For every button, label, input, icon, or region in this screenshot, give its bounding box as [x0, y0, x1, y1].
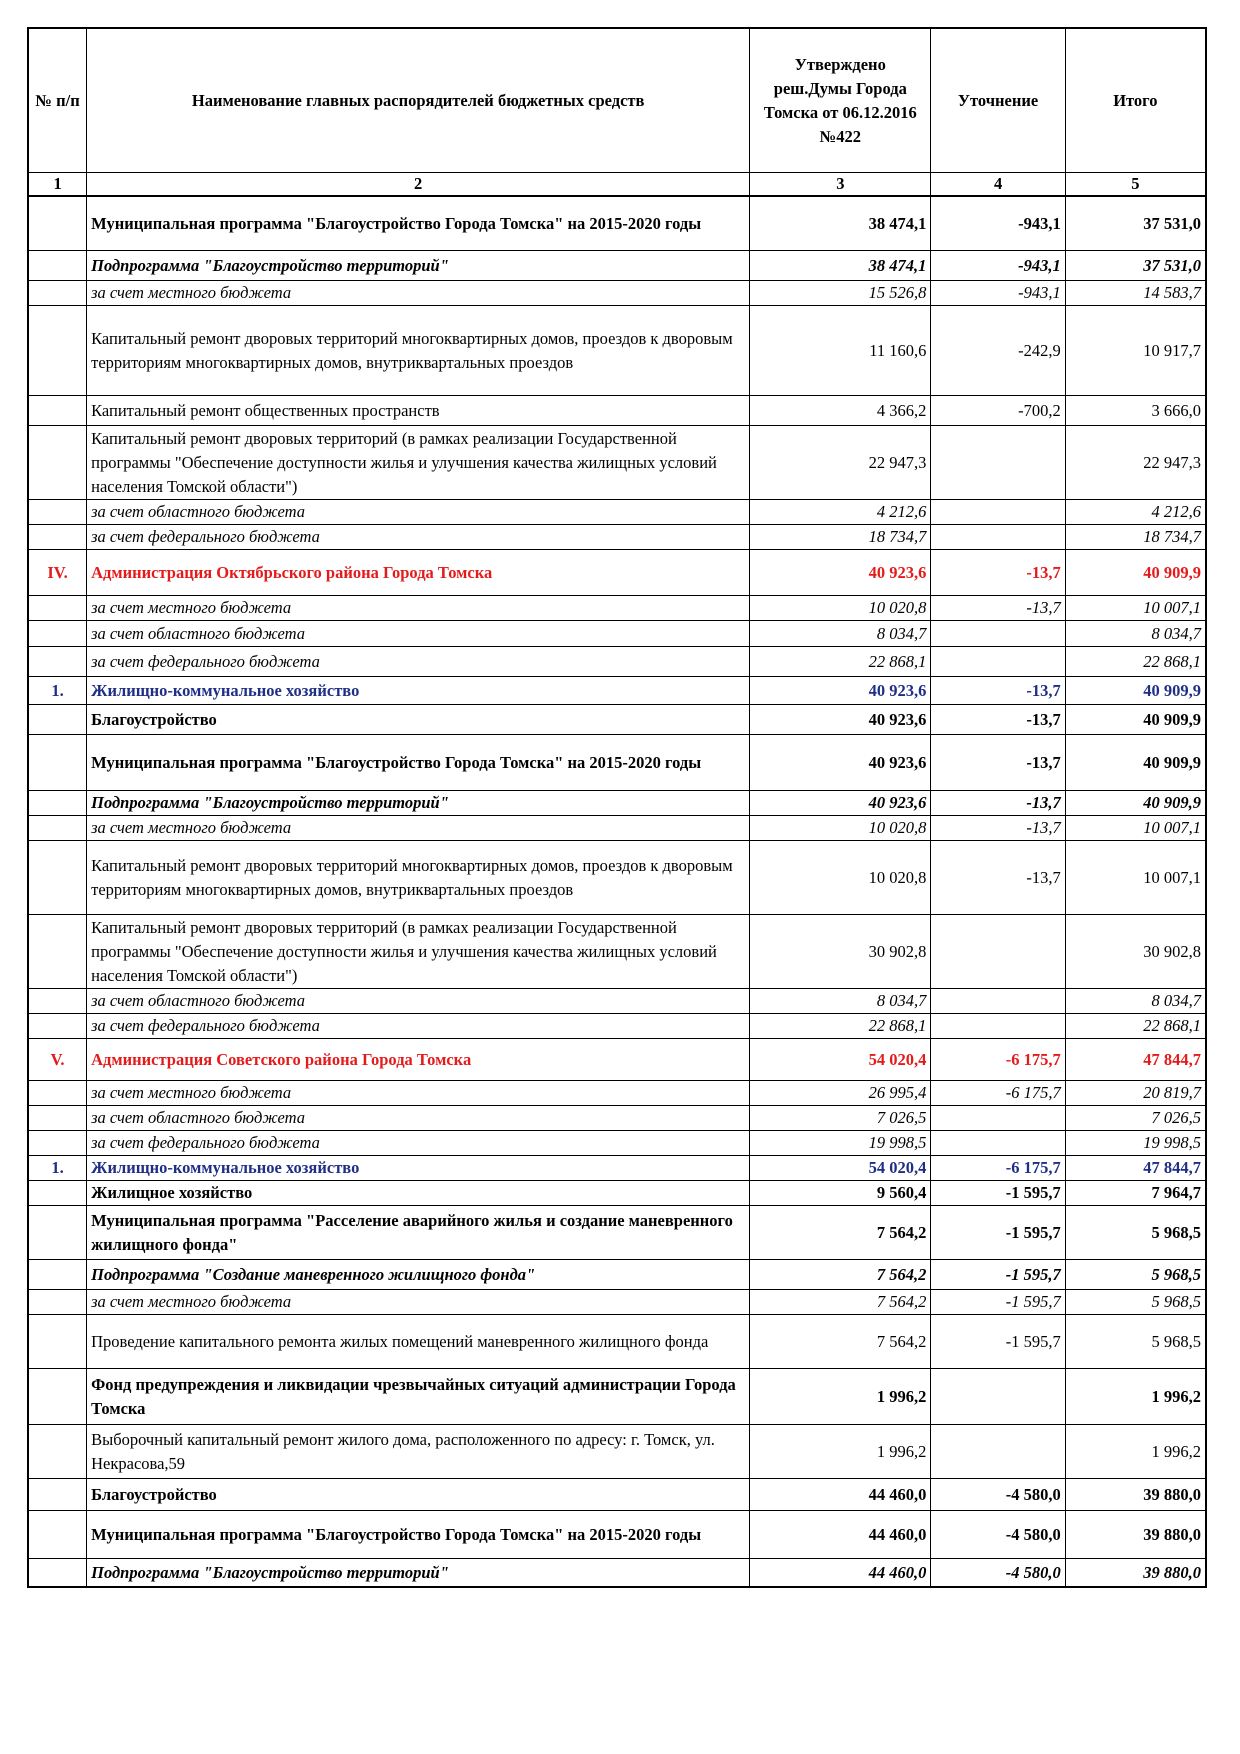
row-change: -13,7	[931, 791, 1065, 816]
row-total: 4 212,6	[1065, 500, 1206, 525]
row-change: -6 175,7	[931, 1039, 1065, 1081]
row-approved: 40 923,6	[750, 550, 931, 596]
row-approved: 40 923,6	[750, 705, 931, 735]
table-row	[28, 621, 1206, 647]
row-change	[931, 647, 1065, 677]
table-row	[28, 251, 1206, 281]
row-number: V.	[28, 1039, 87, 1081]
row-name: за счет местного бюджета	[87, 281, 750, 306]
row-change: -943,1	[931, 196, 1065, 251]
row-approved: 7 564,2	[750, 1315, 931, 1369]
header-total: Итого	[1065, 28, 1206, 173]
column-number-row	[28, 173, 1206, 197]
table-row	[28, 841, 1206, 915]
row-approved: 4 366,2	[750, 396, 931, 426]
row-change	[931, 525, 1065, 550]
table-row	[28, 1156, 1206, 1181]
row-name: Муниципальная программа "Благоустройство Города Томска" на 2015-2020 годы	[87, 196, 750, 251]
row-name: Капитальный ремонт общественных пространств	[87, 396, 750, 426]
row-total: 14 583,7	[1065, 281, 1206, 306]
row-total: 19 998,5	[1065, 1131, 1206, 1156]
row-approved: 44 460,0	[750, 1559, 931, 1588]
row-number	[28, 1290, 87, 1315]
row-name: за счет местного бюджета	[87, 1081, 750, 1106]
row-change: -13,7	[931, 677, 1065, 705]
row-name: за счет федерального бюджета	[87, 1014, 750, 1039]
row-name: Капитальный ремонт дворовых территорий многоквартирных домов, проездов к дворовым территориям многоквартирных домов, внутриквартальных проездов	[87, 306, 750, 396]
row-number	[28, 1131, 87, 1156]
row-change: -1 595,7	[931, 1315, 1065, 1369]
row-number	[28, 791, 87, 816]
row-total: 10 917,7	[1065, 306, 1206, 396]
row-total: 5 968,5	[1065, 1315, 1206, 1369]
row-approved: 26 995,4	[750, 1081, 931, 1106]
column-number: 4	[931, 173, 1065, 197]
row-change: -6 175,7	[931, 1156, 1065, 1181]
row-total: 18 734,7	[1065, 525, 1206, 550]
row-change	[931, 915, 1065, 989]
row-number	[28, 1369, 87, 1425]
row-approved: 22 868,1	[750, 1014, 931, 1039]
row-number	[28, 281, 87, 306]
row-number	[28, 426, 87, 500]
table-row	[28, 735, 1206, 791]
row-total: 20 819,7	[1065, 1081, 1206, 1106]
row-number	[28, 1014, 87, 1039]
row-name: Капитальный ремонт дворовых территорий (в рамках реализации Государственной программы "Обеспечение доступности жилья и улучшения качества жилищных условий населения Томской области")	[87, 915, 750, 989]
row-number	[28, 596, 87, 621]
row-approved: 22 868,1	[750, 647, 931, 677]
table-row	[28, 306, 1206, 396]
row-number	[28, 1081, 87, 1106]
row-number	[28, 196, 87, 251]
table-row	[28, 596, 1206, 621]
row-approved: 38 474,1	[750, 251, 931, 281]
row-approved: 44 460,0	[750, 1479, 931, 1511]
row-number	[28, 1559, 87, 1588]
row-change: -6 175,7	[931, 1081, 1065, 1106]
row-name: Выборочный капитальный ремонт жилого дома, расположенного по адресу: г. Томск, ул. Некрасова,59	[87, 1425, 750, 1479]
row-total: 39 880,0	[1065, 1559, 1206, 1588]
row-change: -13,7	[931, 705, 1065, 735]
row-total: 40 909,9	[1065, 791, 1206, 816]
table-row	[28, 281, 1206, 306]
table-row	[28, 816, 1206, 841]
row-total: 40 909,9	[1065, 735, 1206, 791]
table-body	[28, 196, 1206, 1587]
row-name: за счет местного бюджета	[87, 596, 750, 621]
column-number: 1	[28, 173, 87, 197]
row-total: 5 968,5	[1065, 1206, 1206, 1260]
row-approved: 40 923,6	[750, 735, 931, 791]
row-change: -4 580,0	[931, 1559, 1065, 1588]
row-total: 10 007,1	[1065, 596, 1206, 621]
row-number	[28, 306, 87, 396]
table-row	[28, 1559, 1206, 1588]
table-row	[28, 500, 1206, 525]
row-name: Подпрограмма "Благоустройство территорий"	[87, 1559, 750, 1588]
row-name: Муниципальная программа "Расселение аварийного жилья и создание маневренного жилищного фонда"	[87, 1206, 750, 1260]
row-total: 39 880,0	[1065, 1511, 1206, 1559]
table-row	[28, 196, 1206, 251]
row-approved: 22 947,3	[750, 426, 931, 500]
row-total: 40 909,9	[1065, 677, 1206, 705]
row-name: Жилищно-коммунальное хозяйство	[87, 677, 750, 705]
row-total: 37 531,0	[1065, 251, 1206, 281]
row-number	[28, 621, 87, 647]
row-number	[28, 500, 87, 525]
row-number	[28, 1206, 87, 1260]
row-total: 10 007,1	[1065, 816, 1206, 841]
table-row	[28, 791, 1206, 816]
row-change: -13,7	[931, 841, 1065, 915]
row-name: Благоустройство	[87, 705, 750, 735]
table-row	[28, 1315, 1206, 1369]
table-row	[28, 550, 1206, 596]
row-approved: 8 034,7	[750, 621, 931, 647]
row-name: Муниципальная программа "Благоустройство Города Томска" на 2015-2020 годы	[87, 1511, 750, 1559]
row-total: 7 026,5	[1065, 1106, 1206, 1131]
row-approved: 1 996,2	[750, 1425, 931, 1479]
row-total: 37 531,0	[1065, 196, 1206, 251]
row-name: за счет федерального бюджета	[87, 647, 750, 677]
row-approved: 30 902,8	[750, 915, 931, 989]
row-total: 40 909,9	[1065, 705, 1206, 735]
row-name: за счет федерального бюджета	[87, 1131, 750, 1156]
row-number	[28, 1260, 87, 1290]
row-total: 47 844,7	[1065, 1039, 1206, 1081]
row-number	[28, 841, 87, 915]
row-name: Капитальный ремонт дворовых территорий многоквартирных домов, проездов к дворовым территориям многоквартирных домов, внутриквартальных проездов	[87, 841, 750, 915]
header-number: № п/п	[28, 28, 87, 173]
row-name: Жилищное хозяйство	[87, 1181, 750, 1206]
table-row	[28, 1260, 1206, 1290]
table-row	[28, 915, 1206, 989]
row-name: Жилищно-коммунальное хозяйство	[87, 1156, 750, 1181]
row-approved: 7 026,5	[750, 1106, 931, 1131]
header-change: Уточнение	[931, 28, 1065, 173]
row-change	[931, 500, 1065, 525]
row-change	[931, 989, 1065, 1014]
row-approved: 1 996,2	[750, 1369, 931, 1425]
row-total: 10 007,1	[1065, 841, 1206, 915]
row-change: -242,9	[931, 306, 1065, 396]
row-total: 22 947,3	[1065, 426, 1206, 500]
table-row	[28, 1511, 1206, 1559]
row-approved: 38 474,1	[750, 196, 931, 251]
row-change: -1 595,7	[931, 1206, 1065, 1260]
row-total: 7 964,7	[1065, 1181, 1206, 1206]
row-approved: 8 034,7	[750, 989, 931, 1014]
table-row	[28, 1369, 1206, 1425]
row-change: -1 595,7	[931, 1181, 1065, 1206]
row-name: за счет местного бюджета	[87, 816, 750, 841]
table-row	[28, 1425, 1206, 1479]
row-number	[28, 816, 87, 841]
column-number: 3	[750, 173, 931, 197]
table-row	[28, 1181, 1206, 1206]
row-number	[28, 915, 87, 989]
table-row	[28, 1290, 1206, 1315]
row-change	[931, 426, 1065, 500]
row-total: 47 844,7	[1065, 1156, 1206, 1181]
row-approved: 4 212,6	[750, 500, 931, 525]
row-name: Проведение капитального ремонта жилых помещений маневренного жилищного фонда	[87, 1315, 750, 1369]
row-total: 40 909,9	[1065, 550, 1206, 596]
row-approved: 10 020,8	[750, 841, 931, 915]
row-change: -13,7	[931, 735, 1065, 791]
table-row	[28, 1131, 1206, 1156]
row-number	[28, 735, 87, 791]
row-number	[28, 1181, 87, 1206]
table-row	[28, 1479, 1206, 1511]
row-number	[28, 1106, 87, 1131]
row-approved: 44 460,0	[750, 1511, 931, 1559]
row-number	[28, 1315, 87, 1369]
row-total: 30 902,8	[1065, 915, 1206, 989]
row-approved: 10 020,8	[750, 816, 931, 841]
row-name: Капитальный ремонт дворовых территорий (в рамках реализации Государственной программы "Обеспечение доступности жилья и улучшения качества жилищных условий населения Томской области")	[87, 426, 750, 500]
row-approved: 54 020,4	[750, 1156, 931, 1181]
column-number: 5	[1065, 173, 1206, 197]
row-name: Подпрограмма "Благоустройство территорий"	[87, 251, 750, 281]
table-row	[28, 677, 1206, 705]
table-row	[28, 1039, 1206, 1081]
row-total: 39 880,0	[1065, 1479, 1206, 1511]
row-change	[931, 1106, 1065, 1131]
row-total: 22 868,1	[1065, 1014, 1206, 1039]
row-name: за счет областного бюджета	[87, 1106, 750, 1131]
row-change: -13,7	[931, 816, 1065, 841]
row-approved: 9 560,4	[750, 1181, 931, 1206]
row-number	[28, 705, 87, 735]
row-change: -1 595,7	[931, 1260, 1065, 1290]
table-row	[28, 1106, 1206, 1131]
budget-table	[27, 27, 1207, 1588]
row-name: Подпрограмма "Создание маневренного жилищного фонда"	[87, 1260, 750, 1290]
row-approved: 18 734,7	[750, 525, 931, 550]
header-approved: Утверждено реш.Думы Города Томска от 06.12.2016 №422	[750, 28, 931, 173]
row-name: Муниципальная программа "Благоустройство Города Томска" на 2015-2020 годы	[87, 735, 750, 791]
table-header-row	[28, 28, 1206, 173]
table-row	[28, 525, 1206, 550]
column-number: 2	[87, 173, 750, 197]
row-total: 3 666,0	[1065, 396, 1206, 426]
row-total: 5 968,5	[1065, 1260, 1206, 1290]
row-change: -943,1	[931, 281, 1065, 306]
row-name: за счет областного бюджета	[87, 989, 750, 1014]
row-approved: 15 526,8	[750, 281, 931, 306]
row-change	[931, 621, 1065, 647]
row-name: за счет областного бюджета	[87, 500, 750, 525]
row-change	[931, 1014, 1065, 1039]
row-number	[28, 1511, 87, 1559]
row-change: -13,7	[931, 550, 1065, 596]
row-number	[28, 251, 87, 281]
row-number: 1.	[28, 677, 87, 705]
row-total: 1 996,2	[1065, 1369, 1206, 1425]
row-approved: 7 564,2	[750, 1260, 931, 1290]
row-name: за счет федерального бюджета	[87, 525, 750, 550]
row-change: -13,7	[931, 596, 1065, 621]
row-number	[28, 1479, 87, 1511]
table-row	[28, 1206, 1206, 1260]
row-name: Подпрограмма "Благоустройство территорий"	[87, 791, 750, 816]
row-total: 8 034,7	[1065, 989, 1206, 1014]
row-name: за счет местного бюджета	[87, 1290, 750, 1315]
row-approved: 40 923,6	[750, 791, 931, 816]
table-row	[28, 989, 1206, 1014]
row-approved: 54 020,4	[750, 1039, 931, 1081]
row-change	[931, 1131, 1065, 1156]
row-number	[28, 989, 87, 1014]
row-number	[28, 396, 87, 426]
row-approved: 40 923,6	[750, 677, 931, 705]
row-change	[931, 1369, 1065, 1425]
row-name: Благоустройство	[87, 1479, 750, 1511]
row-approved: 7 564,2	[750, 1206, 931, 1260]
row-number	[28, 1425, 87, 1479]
row-approved: 7 564,2	[750, 1290, 931, 1315]
row-number	[28, 647, 87, 677]
row-change: -4 580,0	[931, 1511, 1065, 1559]
row-change	[931, 1425, 1065, 1479]
header-name: Наименование главных распорядителей бюджетных средств	[87, 28, 750, 173]
row-number: 1.	[28, 1156, 87, 1181]
table-row	[28, 426, 1206, 500]
table-row	[28, 396, 1206, 426]
row-total: 5 968,5	[1065, 1290, 1206, 1315]
row-approved: 10 020,8	[750, 596, 931, 621]
row-number	[28, 525, 87, 550]
table-row	[28, 1081, 1206, 1106]
row-change: -4 580,0	[931, 1479, 1065, 1511]
row-total: 1 996,2	[1065, 1425, 1206, 1479]
row-name: Фонд предупреждения и ликвидации чрезвычайных ситуаций администрации Города Томска	[87, 1369, 750, 1425]
row-name: Администрация Советского района Города Томска	[87, 1039, 750, 1081]
row-name: Администрация Октябрьского района Города Томска	[87, 550, 750, 596]
row-change: -943,1	[931, 251, 1065, 281]
row-approved: 11 160,6	[750, 306, 931, 396]
row-approved: 19 998,5	[750, 1131, 931, 1156]
row-number: IV.	[28, 550, 87, 596]
table-row	[28, 647, 1206, 677]
row-change: -700,2	[931, 396, 1065, 426]
table-row	[28, 1014, 1206, 1039]
row-change: -1 595,7	[931, 1290, 1065, 1315]
row-name: за счет областного бюджета	[87, 621, 750, 647]
row-total: 8 034,7	[1065, 621, 1206, 647]
row-total: 22 868,1	[1065, 647, 1206, 677]
table-row	[28, 705, 1206, 735]
